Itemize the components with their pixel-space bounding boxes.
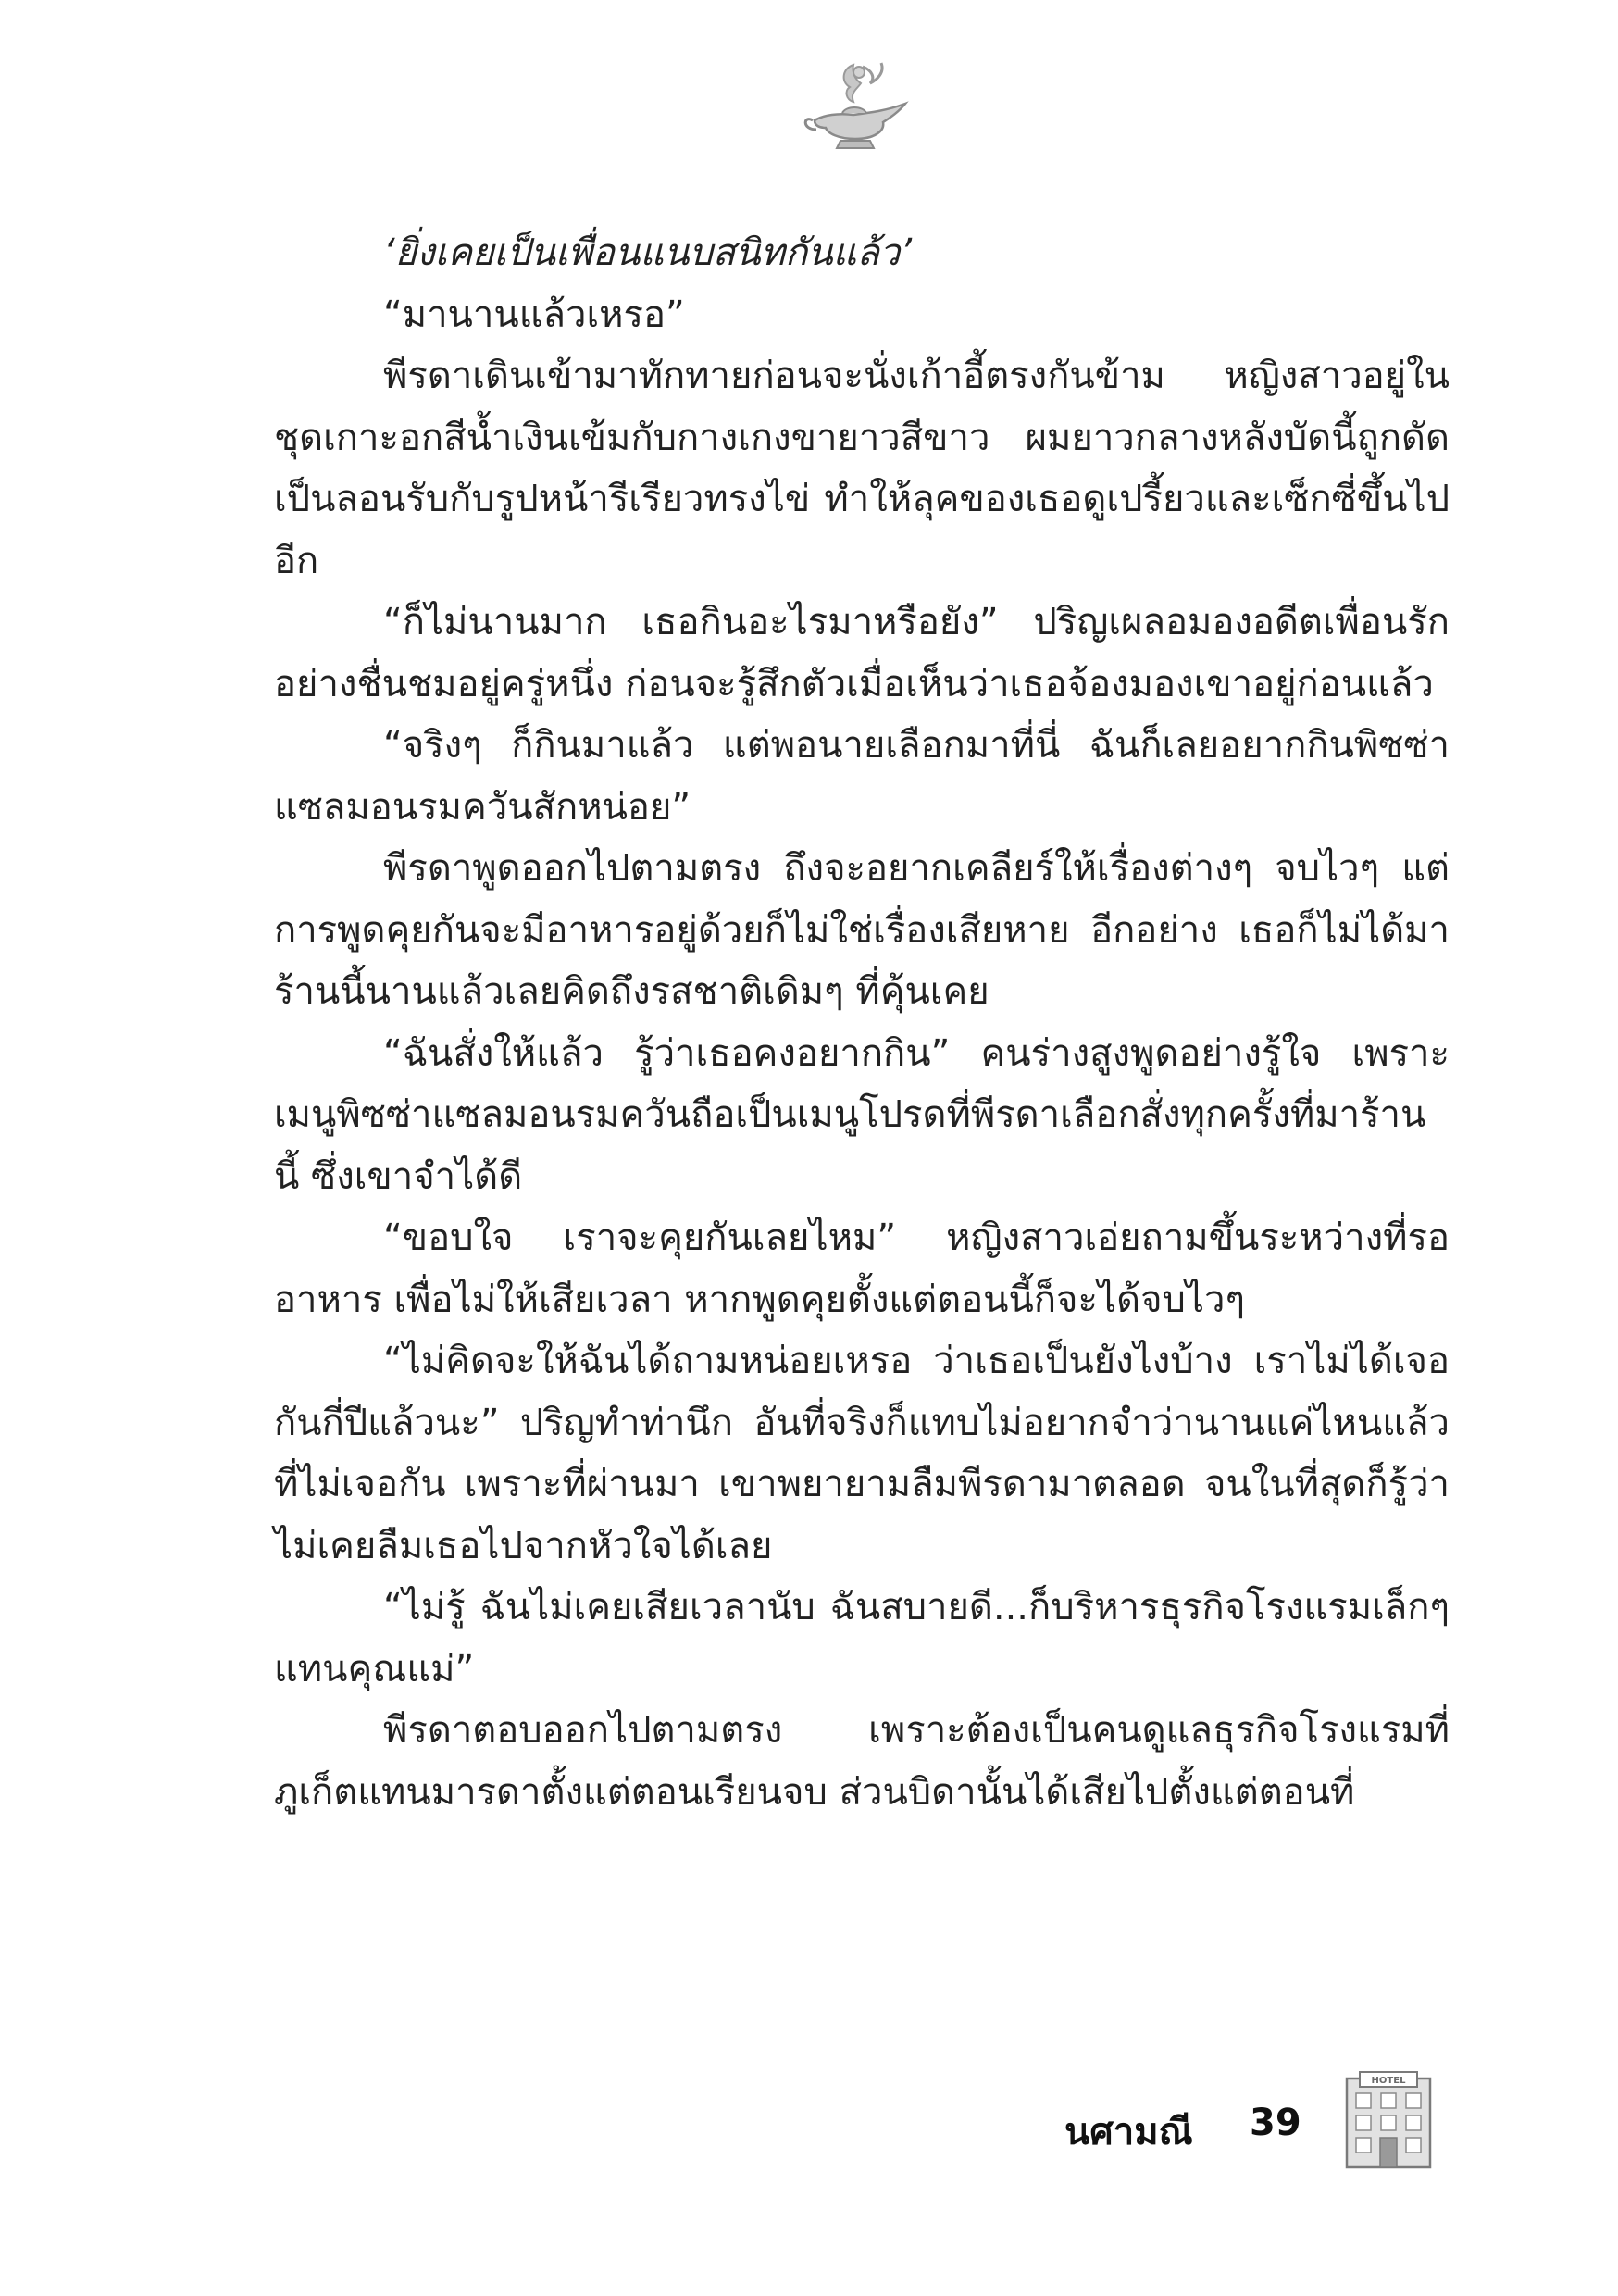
paragraph: “ไม่คิดจะให้ฉันได้ถามหน่อยเหรอ ว่าเธอเป็นยังไงบ้าง เราไม่ได้เจอกันกี่ปีแล้วนะ” ปริญทำท่านึก อันที่จริงก็แทบไม่อยากจำว่านานแค่ไหนแล้วที่ไม่เจอกัน เพราะที่ผ่านมา เขาพยายามลืมพีรดามาตลอด จนในที่สุดก็รู้ว่าไม่เคยลืมเธอไปจากหัวใจได้เลย (274, 1340, 1450, 1567)
paragraph: พีรดาพูดออกไปตามตรง ถึงจะอยากเคลียร์ให้เรื่องต่างๆ จบไวๆ แต่การพูดคุยกันจะมีอาหารอยู่ด้วยก็ไม่ใช่เรื่องเสียหาย อีกอย่าง เธอก็ไม่ได้มาร้านนี้นานแล้วเลยคิดถึงรสชาติเดิมๆ ที่คุ้นเคย (274, 847, 1450, 1013)
paragraph: พีรดาเดินเข้ามาทักทายก่อนจะนั่งเก้าอี้ตรงกันข้าม หญิงสาวอยู่ในชุดเกาะอกสีน้ำเงินเข้มกับกางเกงขายาวสีขาว ผมยาวกลางหลังบัดนี้ถูกดัดเป็นลอนรับกับรูปหน้ารีเรียวทรงไข่ ทำให้ลุคของเธอดูเปรี้ยวและเซ็กซี่ขึ้นไปอีก (274, 355, 1450, 582)
author-name: นศามณี (1064, 2111, 1193, 2153)
hotel-building-icon (1328, 2069, 1449, 2171)
paragraph: “ฉันสั่งให้แล้ว รู้ว่าเธอคงอยากกิน” คนร่างสูงพูดอย่างรู้ใจ เพราะเมนูพิซซ่าแซลมอนรมควันถือเป็นเมนูโปรดที่พีรดาเลือกสั่งทุกครั้งที่มาร้านนี้ ซึ่งเขาจำได้ดี (274, 1031, 1450, 1198)
paragraph: “ขอบใจ เราจะคุยกันเลยไหม” หญิงสาวเอ่ยถามขึ้นระหว่างที่รออาหาร เพื่อไม่ให้เสียเวลา หากพูดคุยตั้งแต่ตอนนี้ก็จะได้จบไวๆ (274, 1217, 1450, 1321)
paragraph: “ก็ไม่นานมาก เธอกินอะไรมาหรือยัง” ปริญเผลอมองอดีตเพื่อนรักอย่างชื่นชมอยู่ครู่หนึ่ง ก่อนจะรู้สึกตัวเมื่อเห็นว่าเธอจ้องมองเขาอยู่ก่อนแล้ว (274, 601, 1450, 705)
paragraph: ‘ยิ่งเคยเป็นเพื่อนแนบสนิทกันแล้ว’ (383, 231, 913, 274)
genie-lamp-icon (796, 56, 916, 157)
hotel-sign-label: HOTEL (1371, 2076, 1406, 2086)
paragraph: “จริงๆ ก็กินมาแล้ว แต่พอนายเลือกมาที่นี่ ฉันก็เลยอยากกินพิซซ่าแซลมอนรมควันสักหน่อย” (274, 724, 1450, 829)
paragraph: “มานานแล้วเหรอ” (383, 293, 685, 336)
paragraph: พีรดาตอบออกไปตามตรง เพราะต้องเป็นคนดูแลธุรกิจโรงแรมที่ภูเก็ตแทนมารดาตั้งแต่ตอนเรียนจบ ส่วนบิดานั้นได้เสียไปตั้งแต่ตอนที่ (274, 1709, 1450, 1814)
page-number: 39 (1250, 2102, 1301, 2144)
paragraph: “ไม่รู้ ฉันไม่เคยเสียเวลานับ ฉันสบายดี...ก็บริหารธุรกิจโรงแรมเล็กๆ แทนคุณแม่” (274, 1586, 1450, 1691)
book-page-body (274, 222, 1450, 1823)
